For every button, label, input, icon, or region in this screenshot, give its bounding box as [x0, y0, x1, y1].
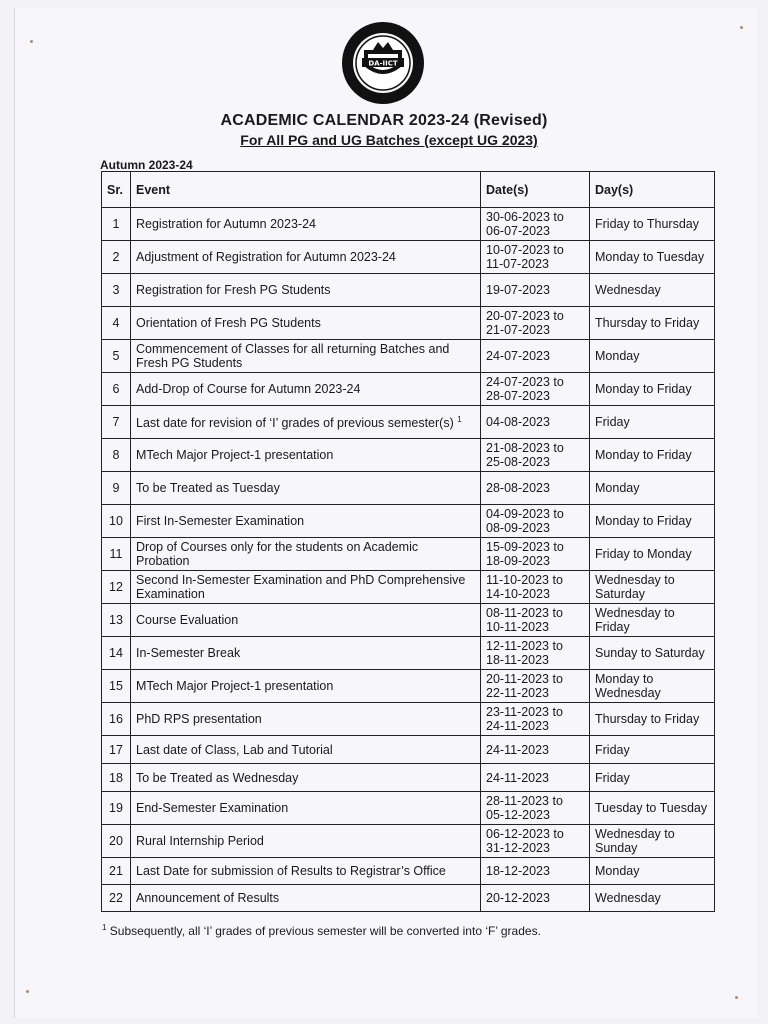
cell-dates: 04-08-2023 [481, 406, 590, 439]
page-title: ACADEMIC CALENDAR 2023-24 (Revised) [220, 112, 548, 129]
cell-dates: 24-11-2023 [481, 764, 590, 792]
cell-days: Monday to Friday [590, 505, 715, 538]
table-row [102, 505, 715, 538]
paper-speck [740, 26, 743, 29]
cell-sr: 17 [102, 736, 131, 764]
column-header-event: Event [131, 172, 481, 208]
cell-days: Friday to Monday [590, 538, 715, 571]
cell-dates: 18-12-2023 [481, 858, 590, 885]
cell-sr: 16 [102, 703, 131, 736]
cell-event: Adjustment of Registration for Autumn 2023-24 [131, 241, 481, 274]
table-row [102, 406, 715, 439]
cell-event: Drop of Courses only for the students on Academic Probation [131, 538, 481, 571]
cell-sr: 20 [102, 825, 131, 858]
cell-event-text: Last date for revision of ‘I’ grades of previous semester(s) [136, 416, 454, 431]
cell-sr: 22 [102, 885, 131, 912]
table-row [102, 538, 715, 571]
cell-event: End-Semester Examination [131, 792, 481, 825]
cell-dates: 30-06-2023 to 06-07-2023 [481, 208, 590, 241]
cell-event: MTech Major Project-1 presentation [131, 439, 481, 472]
cell-sr: 15 [102, 670, 131, 703]
cell-sr: 6 [102, 373, 131, 406]
cell-sr: 21 [102, 858, 131, 885]
cell-event: To be Treated as Tuesday [131, 472, 481, 505]
cell-dates: 20-12-2023 [481, 885, 590, 912]
table-row [102, 637, 715, 670]
cell-days: Thursday to Friday [590, 307, 715, 340]
cell-event: Orientation of Fresh PG Students [131, 307, 481, 340]
cell-dates: 28-08-2023 [481, 472, 590, 505]
cell-days: Tuesday to Tuesday [590, 792, 715, 825]
cell-days: Friday [590, 764, 715, 792]
cell-dates: 19-07-2023 [481, 274, 590, 307]
cell-days: Monday to Wednesday [590, 670, 715, 703]
cell-event: To be Treated as Wednesday [131, 764, 481, 792]
section-label: Autumn 2023-24 [100, 158, 193, 172]
cell-sr: 3 [102, 274, 131, 307]
cell-dates: 20-07-2023 to 21-07-2023 [481, 307, 590, 340]
cell-sr: 5 [102, 340, 131, 373]
cell-event: Course Evaluation [131, 604, 481, 637]
table-row [102, 307, 715, 340]
cell-dates: 28-11-2023 to 05-12-2023 [481, 792, 590, 825]
cell-dates: 24-07-2023 to 28-07-2023 [481, 373, 590, 406]
cell-dates: 08-11-2023 to 10-11-2023 [481, 604, 590, 637]
cell-days: Friday [590, 406, 715, 439]
table-row [102, 208, 715, 241]
footnote-text: Subsequently, all ‘I’ grades of previous semester will be converted into ‘F’ grades. [109, 924, 541, 938]
cell-event: Rural Internship Period [131, 825, 481, 858]
cell-sr: 18 [102, 764, 131, 792]
cell-sr: 13 [102, 604, 131, 637]
table-row [102, 340, 715, 373]
table-row [102, 670, 715, 703]
cell-event [131, 406, 481, 439]
cell-days: Wednesday to Friday [590, 604, 715, 637]
cell-days: Thursday to Friday [590, 703, 715, 736]
column-header-sr: Sr. [102, 172, 131, 208]
footnote-marker: 1 [102, 923, 107, 932]
cell-dates: 24-11-2023 [481, 736, 590, 764]
cell-sr: 4 [102, 307, 131, 340]
cell-days: Wednesday [590, 885, 715, 912]
calendar-table [101, 171, 715, 912]
cell-dates: 15-09-2023 to 18-09-2023 [481, 538, 590, 571]
cell-event: Announcement of Results [131, 885, 481, 912]
cell-days: Monday to Friday [590, 373, 715, 406]
table-row [102, 736, 715, 764]
cell-event: Registration for Fresh PG Students [131, 274, 481, 307]
cell-days: Monday to Tuesday [590, 241, 715, 274]
table-row [102, 703, 715, 736]
paper-speck [26, 990, 29, 993]
table-row [102, 858, 715, 885]
cell-sr: 8 [102, 439, 131, 472]
table-row [102, 825, 715, 858]
cell-days: Friday [590, 736, 715, 764]
cell-days: Monday to Friday [590, 439, 715, 472]
cell-dates: 10-07-2023 to 11-07-2023 [481, 241, 590, 274]
cell-dates: 06-12-2023 to 31-12-2023 [481, 825, 590, 858]
footnote [102, 923, 541, 938]
cell-dates: 11-10-2023 to 14-10-2023 [481, 571, 590, 604]
table-row [102, 571, 715, 604]
cell-event: In-Semester Break [131, 637, 481, 670]
cell-sr: 7 [102, 406, 131, 439]
cell-sr: 14 [102, 637, 131, 670]
table-row [102, 439, 715, 472]
table-row [102, 764, 715, 792]
cell-sr: 19 [102, 792, 131, 825]
cell-event: Add-Drop of Course for Autumn 2023-24 [131, 373, 481, 406]
cell-days: Friday to Thursday [590, 208, 715, 241]
cell-event: Commencement of Classes for all returning Batches and Fresh PG Students [131, 340, 481, 373]
cell-dates: 21-08-2023 to 25-08-2023 [481, 439, 590, 472]
cell-sr: 10 [102, 505, 131, 538]
cell-days: Sunday to Saturday [590, 637, 715, 670]
cell-dates: 12-11-2023 to 18-11-2023 [481, 637, 590, 670]
cell-event: PhD RPS presentation [131, 703, 481, 736]
cell-dates: 23-11-2023 to 24-11-2023 [481, 703, 590, 736]
table-row [102, 241, 715, 274]
cell-days: Monday [590, 340, 715, 373]
cell-dates: 24-07-2023 [481, 340, 590, 373]
footnote-ref: 1 [457, 415, 462, 425]
cell-days: Wednesday to Saturday [590, 571, 715, 604]
table-header-row [102, 172, 715, 208]
cell-sr: 1 [102, 208, 131, 241]
cell-event: Registration for Autumn 2023-24 [131, 208, 481, 241]
cell-days: Monday [590, 858, 715, 885]
table-row [102, 792, 715, 825]
cell-sr: 2 [102, 241, 131, 274]
table-row [102, 373, 715, 406]
column-header-days: Day(s) [590, 172, 715, 208]
cell-days: Wednesday to Sunday [590, 825, 715, 858]
cell-event: Last date of Class, Lab and Tutorial [131, 736, 481, 764]
paper-speck [30, 40, 33, 43]
table-row [102, 885, 715, 912]
page-subtitle: For All PG and UG Batches (except UG 2023) [240, 132, 538, 148]
table-row [102, 274, 715, 307]
cell-sr: 9 [102, 472, 131, 505]
cell-event: Last Date for submission of Results to Registrar’s Office [131, 858, 481, 885]
logo-text: DA-IICT [368, 59, 398, 68]
cell-sr: 12 [102, 571, 131, 604]
table-row [102, 604, 715, 637]
cell-event: MTech Major Project-1 presentation [131, 670, 481, 703]
cell-dates: 04-09-2023 to 08-09-2023 [481, 505, 590, 538]
cell-days: Wednesday [590, 274, 715, 307]
cell-event: Second In-Semester Examination and PhD Comprehensive Examination [131, 571, 481, 604]
table-row [102, 472, 715, 505]
paper-speck [735, 996, 738, 999]
cell-dates: 20-11-2023 to 22-11-2023 [481, 670, 590, 703]
institute-logo [340, 20, 426, 106]
cell-sr: 11 [102, 538, 131, 571]
cell-days: Monday [590, 472, 715, 505]
column-header-dates: Date(s) [481, 172, 590, 208]
cell-event: First In-Semester Examination [131, 505, 481, 538]
